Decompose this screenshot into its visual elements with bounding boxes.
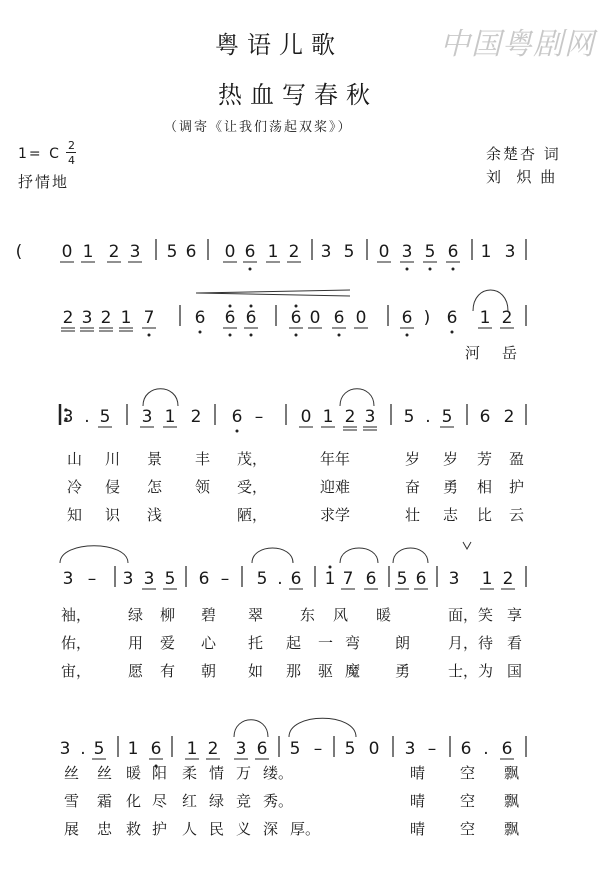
dash-extension: – [427,739,437,759]
note: . [483,739,489,759]
lyric-syllable: 受， [237,478,268,496]
lyric-syllable: 晴 [410,792,426,810]
lyric-syllable: 心 [201,634,217,652]
lyric-syllable: 碧 [201,606,217,624]
note: 2 [100,308,112,328]
note: 1 [480,242,492,262]
note: 6 [198,569,210,589]
notation-row [61,566,526,681]
note: 5 [441,407,453,427]
lyric-syllable: 一 [318,634,334,652]
lyric-syllable: 待 [478,634,494,652]
lyric-syllable: 厚。 [290,820,321,838]
note: 3 [504,242,516,262]
note: 7 [143,308,155,328]
lyric-syllable: 比 [477,506,493,524]
note: 5 [289,739,301,759]
lyric-syllable: 托 [248,634,264,652]
lyric-syllable: 起 [286,634,302,652]
note: 5 [166,242,178,262]
lyric-syllable: 如 [248,662,264,680]
lyric-syllable: 享 [507,606,523,624]
low-octave-dot [451,331,454,334]
lyric-syllable: 翠 [248,606,264,624]
lyric-syllable: 魔 [345,662,361,680]
note: 2 [190,407,202,427]
lyric-syllable: 识 [105,506,121,524]
notation-row [63,404,526,524]
low-octave-dot [148,334,151,337]
note: 0 [300,407,312,427]
lyric-syllable: 空 [460,764,476,782]
lyric-syllable: 万 [236,764,252,782]
lyric-syllable: 有 [160,662,176,680]
lyric-syllable: 暖 [126,764,142,782]
lyric-syllable: 山 [67,450,83,468]
note: 6 [401,308,413,328]
note: 2 [344,407,356,427]
lyric-syllable: 知 [67,506,83,524]
lyric-syllable: 看 [507,634,523,652]
note: 1 [186,739,198,759]
lyric-syllable: 袖， [61,606,92,624]
high-octave-dot [295,305,298,308]
note: 0 [378,242,390,262]
note: . [277,569,283,589]
lyric-syllable: 月， [448,634,479,652]
key-signature: 1= C [18,146,61,162]
lyric-syllable: 壮 [405,506,421,524]
note: 0 [61,242,73,262]
low-octave-dot [295,334,298,337]
note: 3 [129,242,141,262]
dash-extension: – [220,569,230,589]
note: 5 [93,739,105,759]
lyric-syllable: 奋 [405,478,421,496]
note: 0 [368,739,380,759]
lyric-syllable: 爱 [160,634,176,652]
notation-row [16,239,526,271]
lyric-syllable: 浅 [147,506,163,524]
time-signature-top: 2 [68,139,75,152]
lyric-syllable: 护 [509,478,525,496]
lyric-syllable: 东 [300,606,316,624]
repeat-paren: ( [15,242,23,262]
note: 5 [344,739,356,759]
note: 6 [194,308,206,328]
lyric-syllable: 飘 [504,820,520,838]
note: 5 [164,569,176,589]
composer-credit: 刘 炽 曲 [486,168,558,186]
lyric-syllable: 迎难 [320,478,351,496]
note: 5 [343,242,355,262]
note: . [80,739,86,759]
note: 5 [424,242,436,262]
notation-row [61,305,526,363]
note: 3 [143,569,155,589]
lyric-syllable: 展 [64,820,80,838]
lyric-syllable: 勇 [395,662,411,680]
lyric-syllable: 雪 [64,792,80,810]
note: 6 [256,739,268,759]
lyric-syllable: 国 [507,662,523,680]
lyric-syllable: 朗 [395,634,411,652]
note: 2 [108,242,120,262]
high-octave-dot [250,305,253,308]
note: 3 [448,569,460,589]
note: 6 [224,308,236,328]
note: 6 [460,739,472,759]
lyric-syllable: 情 [209,764,225,782]
lyric-syllable: 盈 [509,450,525,468]
note: 1 [120,308,132,328]
lyric-syllable: 驱 [318,662,334,680]
lyric-syllable: 志 [443,506,459,524]
lyric-syllable: 景 [147,450,163,468]
lyric-syllable: 佑， [61,634,92,652]
low-octave-dot [406,268,409,271]
lyric-syllable: 暖 [376,606,392,624]
song-title: 热血写春秋 [218,81,378,109]
note: 1 [481,569,493,589]
low-octave-dot [250,334,253,337]
note: 3 [59,739,71,759]
lyric-syllable: 冷 [67,478,83,496]
note: 5 [403,407,415,427]
lyric-syllable: 晴 [410,764,426,782]
lyric-syllable: 陋， [237,506,268,524]
note: 2 [62,308,74,328]
song-category-title: 粤语儿歌 [215,31,343,59]
notation-row [60,736,526,838]
lyric-syllable: 笑 [478,606,494,624]
note: 2 [288,242,300,262]
lyric-syllable: 川 [105,450,121,468]
lyric-syllable: 芳 [477,450,493,468]
lyric-syllable: 面， [448,606,479,624]
lyric-syllable: 云 [509,506,525,524]
lyric-syllable: 领 [195,478,211,496]
lyric-syllable: 岳 [502,344,518,362]
lyric-syllable: 柳 [160,606,176,624]
lyric-syllable: 尽 [152,792,168,810]
note: 1 [267,242,279,262]
lyric-syllable: 霜 [97,792,113,810]
lyric-syllable: 护 [152,820,168,838]
note: 6 [231,407,243,427]
note: 1 [82,242,94,262]
lyric-syllable: 用 [128,634,144,652]
low-octave-dot [338,334,341,337]
lyric-syllable: 丝 [64,764,80,782]
low-octave-dot [406,334,409,337]
lyric-syllable: 晴 [410,820,426,838]
tune-note: （调寄《让我们荡起双桨》） [164,120,353,135]
tempo-marking: 抒情地 [18,173,70,191]
note: 3 [364,407,376,427]
lyric-syllable: 岁 [443,450,459,468]
note: 2 [502,569,514,589]
lyric-syllable: 岁 [405,450,421,468]
lyric-syllable: 人 [182,820,198,838]
watermark-logo: 中国粤剧网 [440,27,595,62]
lyric-syllable: 救 [126,820,142,838]
low-octave-dot [429,268,432,271]
dash-extension: – [254,407,264,427]
lyric-syllable: 相 [477,478,493,496]
note: 5 [99,407,111,427]
lyricist-credit: 余楚杏 词 [486,145,561,163]
note: 1 [164,407,176,427]
lyric-syllable: 空 [460,792,476,810]
lyric-syllable: 怎 [147,478,163,496]
note: 3 [235,739,247,759]
lyric-syllable: 愿 [128,662,144,680]
lyric-syllable: 化 [126,792,142,810]
note: 2 [503,407,515,427]
lyric-syllable: 求学 [320,506,351,524]
note: 3 [141,407,153,427]
lyric-syllable: 义 [236,820,252,838]
note: 2 [501,308,513,328]
lyric-syllable: 绿 [209,792,225,810]
note: . [84,407,90,427]
note: 6 [479,407,491,427]
lyric-syllable: 为 [478,662,494,680]
note: 6 [290,569,302,589]
note: 6 [290,308,302,328]
note: 1 [127,739,139,759]
note: 5 [256,569,268,589]
lyric-syllable: 绿 [128,606,144,624]
note: 1 [322,407,334,427]
lyric-syllable: 竞 [236,792,252,810]
low-octave-dot [199,331,202,334]
lyric-syllable: 空 [460,820,476,838]
note: 1 [479,308,491,328]
dash-extension: – [87,569,97,589]
note: 3 [62,569,74,589]
note: 2 [207,739,219,759]
note: 7 [342,569,354,589]
lyric-syllable: 柔 [182,764,198,782]
note: 6 [447,242,459,262]
note: 3 [81,308,93,328]
lyric-syllable: 士， [448,662,479,680]
lyric-syllable: 弯 [345,634,361,652]
lyric-syllable: 红 [182,792,198,810]
lyric-syllable: 那 [286,662,302,680]
note: 3 [122,569,134,589]
low-octave-dot [249,268,252,271]
lyric-syllable: 深 [263,820,279,838]
lyric-syllable: 丰 [195,450,211,468]
note: 6 [244,242,256,262]
lyric-syllable: 河 [465,344,481,362]
dash-extension: – [313,739,323,759]
note: 0 [309,308,321,328]
note: 3 [320,242,332,262]
lyric-syllable: 飘 [504,792,520,810]
note: 6 [150,739,162,759]
note: 3 [404,739,416,759]
note: 0 [224,242,236,262]
time-signature-bottom: 4 [68,154,75,167]
low-octave-dot [229,334,232,337]
lyric-syllable: 侵 [105,478,121,496]
lyric-syllable: 阳 [152,764,168,782]
note: 6 [185,242,197,262]
note: 6 [446,308,458,328]
lyric-syllable: 勇 [443,478,459,496]
lyric-syllable: 飘 [504,764,520,782]
lyric-syllable: 缕。 [263,764,294,782]
lyric-syllable: 民 [209,820,225,838]
note: 3 [401,242,413,262]
note: 0 [355,308,367,328]
low-octave-dot [452,268,455,271]
note: 1 [324,569,336,589]
note: 6 [365,569,377,589]
repeat-paren: ) [423,308,431,328]
lyric-syllable: 忠 [97,820,113,838]
high-octave-dot [329,566,332,569]
note: . [425,407,431,427]
note: 6 [245,308,257,328]
lyric-syllable: 茂， [237,450,268,468]
lyric-syllable: 宙， [61,662,92,680]
breath-mark [463,542,471,549]
low-octave-dot [236,430,239,433]
lyric-syllable: 风 [333,606,349,624]
lyric-syllable: 丝 [97,764,113,782]
note: 3 [62,407,74,427]
note: 6 [501,739,513,759]
lyric-syllable: 秀。 [263,792,294,810]
high-octave-dot [229,305,232,308]
note: 5 [396,569,408,589]
lyric-syllable: 年年 [320,450,351,468]
lyric-syllable: 朝 [201,662,217,680]
note: 6 [333,308,345,328]
note: 6 [415,569,427,589]
decrescendo-mark [196,290,350,296]
